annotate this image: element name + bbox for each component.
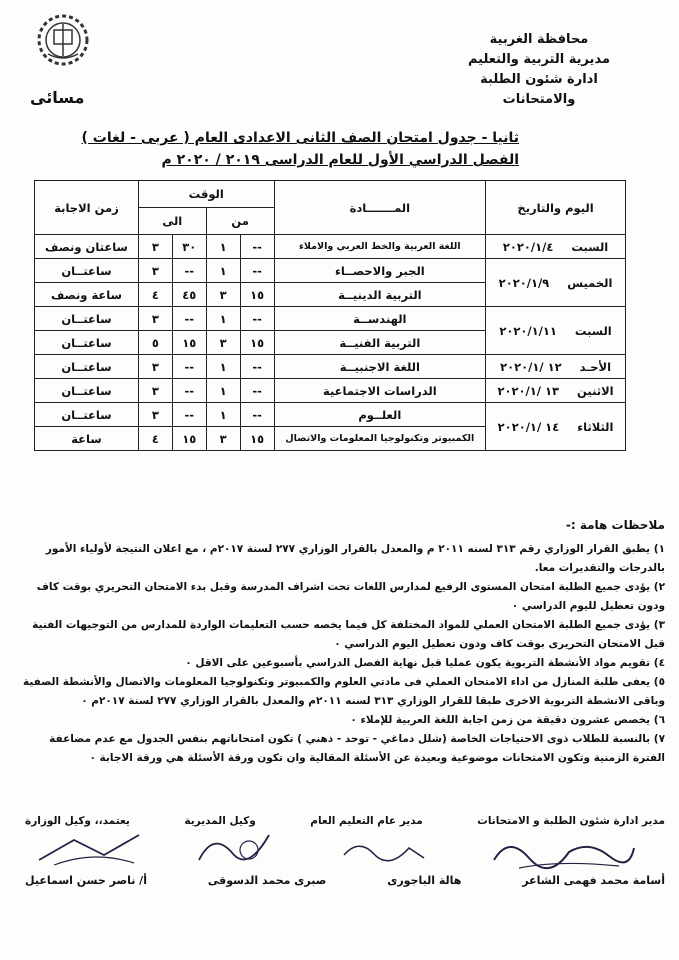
duration-cell: ساعتان ونصف: [35, 235, 139, 259]
day-date-cell: [486, 355, 626, 379]
subject-cell: التربية الدينيــة: [274, 283, 486, 307]
table-row: [35, 307, 626, 331]
duration-cell: ساعتــان: [35, 355, 139, 379]
date-label: ١٢ /٢٠٢٠/١: [500, 359, 562, 374]
to-minute-cell: --: [172, 379, 206, 403]
duration-cell: ساعة: [35, 427, 139, 451]
duration-cell: ساعتــان: [35, 379, 139, 403]
day-label: السبت: [571, 239, 609, 254]
subject-cell: اللغة الاجنبيــة: [274, 355, 486, 379]
from-minute-cell: --: [240, 307, 274, 331]
signature-scribble: [189, 820, 279, 875]
to-hour-cell: ٣: [138, 235, 172, 259]
signature-scribble: [339, 830, 429, 870]
header-block: [459, 30, 619, 110]
header-duration: زمن الاجابة: [35, 181, 139, 235]
signature-name: أ/ ناصر حسن اسماعيل: [25, 874, 147, 887]
directorate-label: مديرية التربية والتعليم: [467, 52, 611, 67]
date-label: ١٤ /٢٠٢٠/١: [497, 419, 560, 434]
exam-schedule-table: [34, 180, 626, 451]
from-minute-cell: ١٥: [240, 331, 274, 355]
to-hour-cell: ٣: [138, 355, 172, 379]
header-subject: المـــــــادة: [274, 181, 486, 235]
period-label: مسائى: [30, 88, 85, 107]
signature-name: صبرى محمد الدسوقى: [207, 874, 327, 887]
header-time: الوقت: [138, 181, 274, 208]
signature-name: أسامة محمد فهمى الشاعر: [522, 874, 665, 887]
from-hour-cell: ٣: [206, 427, 240, 451]
to-hour-cell: ٣: [138, 307, 172, 331]
day-date-cell: [486, 403, 626, 451]
duration-cell: ساعتــان: [35, 307, 139, 331]
note-item: ٤) تقويم مواد الأنشطة التربوية يكون عمليا قبل نهاية الفصل الدراسي بأسبوعين على الاقل ٠: [185, 657, 665, 669]
to-minute-cell: --: [172, 403, 206, 427]
to-minute-cell: ١٥: [172, 427, 206, 451]
from-hour-cell: ١: [206, 403, 240, 427]
from-hour-cell: ١: [206, 307, 240, 331]
duration-cell: ساعة ونصف: [35, 283, 139, 307]
signature-title: مدير ادارة شئون الطلبة و الامتحانات: [477, 815, 665, 827]
table-row: [35, 235, 626, 259]
day-label: الأحـد: [579, 359, 612, 374]
to-minute-cell: --: [172, 307, 206, 331]
table-row: [35, 379, 626, 403]
duration-cell: ساعتــان: [35, 403, 139, 427]
day-label: الاثنين: [577, 383, 614, 398]
day-date-cell: [486, 307, 626, 355]
to-minute-cell: --: [172, 259, 206, 283]
duration-cell: ساعتــان: [35, 259, 139, 283]
signature-title: يعتمد،، وكيل الوزارة: [25, 815, 130, 827]
to-hour-cell: ٣: [138, 403, 172, 427]
signature-name: هالة الباجورى: [387, 874, 462, 887]
date-label: ٢٠٢٠/١/١١: [499, 323, 557, 338]
note-item: ٧) بالنسبة للطلاب ذوى الاحتياجات الخاصة (شلل دماغي - توحد - ذهني ) تكون امتحاناتهم بنفس الجدول مع عدم مضاعفة الفترة الزمنية وتكون الامتحانات موضوعية وبعيدة عن الأسئلة المقالية وان تكون ورقة الأسئلة هي ورقة الاجابة ٠: [49, 733, 665, 764]
date-label: ٢٠٢٠/١/٤: [502, 239, 554, 254]
subject-cell: الجبر والاحصــاء: [274, 259, 486, 283]
to-hour-cell: ٤: [138, 283, 172, 307]
header-from: من: [206, 208, 274, 235]
to-minute-cell: ١٥: [172, 331, 206, 355]
day-label: الثلاثاء: [577, 419, 614, 434]
duration-cell: ساعتــان: [35, 331, 139, 355]
from-hour-cell: ١: [206, 259, 240, 283]
subject-cell: الهندســة: [274, 307, 486, 331]
ministry-logo-icon: [28, 10, 98, 70]
from-minute-cell: --: [240, 403, 274, 427]
from-hour-cell: ٣: [206, 283, 240, 307]
from-hour-cell: ١: [206, 235, 240, 259]
signature-title: مدير عام التعليم العام: [310, 815, 423, 827]
date-label: ١٣ /٢٠٢٠/١: [497, 383, 560, 398]
to-hour-cell: ٣: [138, 379, 172, 403]
note-item: ٣) يؤدى جميع الطلبة الامتحان العملي للمواد المختلفة كل فيما يخصه حسب التعليمات الواردة للمدارس من التوجيهات الفنية قبل الامتحان التحريرى بوقت كاف ودون تعطيل اليوم الدراسي ٠: [32, 619, 665, 650]
header-day-date: اليوم والتاريخ: [486, 181, 626, 235]
table-row: [35, 259, 626, 283]
signature-scribble: [34, 825, 144, 870]
table-row: [35, 355, 626, 379]
notes-list: [17, 540, 665, 768]
schedule-title: ثانيا - جدول امتحان الصف الثانى الاعدادى العام ( عربى - لغات ): [81, 130, 519, 146]
to-minute-cell: ٣٠: [172, 235, 206, 259]
header-to: الى: [138, 208, 206, 235]
signature-title: وكيل المديرية: [184, 815, 256, 827]
day-date-cell: [486, 259, 626, 307]
notes-title: ملاحظات هامة :-: [565, 518, 665, 532]
department-label: ادارة شئون الطلبة والامتحانات: [480, 72, 598, 107]
to-minute-cell: --: [172, 355, 206, 379]
signature-scribble: [489, 830, 639, 875]
from-hour-cell: ١: [206, 355, 240, 379]
note-item: ١) يطبق القرار الوزاري رقم ٣١٣ لسنه ٢٠١١ م والمعدل بالقرار الوزاري ٢٧٧ لسنة ٢٠١٧م ، مع اعلان النتيجة لأولياء الأمور بالدرجات والتقديرات معا.: [45, 543, 665, 574]
to-minute-cell: ٤٥: [172, 283, 206, 307]
from-minute-cell: ١٥: [240, 427, 274, 451]
day-label: السبت: [574, 323, 612, 338]
from-minute-cell: --: [240, 259, 274, 283]
subject-cell: الدراسات الاجتماعية: [274, 379, 486, 403]
note-item: ٦) يخصص عشرون دقيقة من زمن اجابة اللغة العربية للإملاء ٠: [350, 714, 665, 726]
governorate-label: محافظة الغربية: [489, 32, 589, 47]
from-hour-cell: ١: [206, 379, 240, 403]
day-date-cell: [486, 379, 626, 403]
from-minute-cell: ١٥: [240, 283, 274, 307]
day-label: الخميس: [567, 275, 613, 290]
note-item: ٥) يعفى طلبة المنازل من اداء الامتحان العملي فى مادتي العلوم والكمبيوتر وتكنولوجيا المعلومات والاتصال والأنشطة الصفية وباقى الانشطة التربوية الاخرى طبقا للقرار الوزاري ٣١٣ لسنه ٢٠١١م والمعدل بالقرار الوزاري ٢٧٧ لسنة ٢٠١٧م ٠: [22, 676, 665, 707]
schedule-subtitle: الفصل الدراسي الأول للعام الدراسى ٢٠١٩ / ٢٠٢٠ م: [161, 152, 519, 168]
from-minute-cell: --: [240, 355, 274, 379]
note-item: ٢) يؤدى جميع الطلبة امتحان المستوى الرفيع لمدارس اللغات تحت اشراف المدرسة وقبل بدء الامتحان التحريري بوقت كاف ودون تعطيل لليوم الدراسي ٠: [36, 581, 665, 612]
subject-cell: الكمبيوتر وتكنولوجيا المعلومات والاتصال: [274, 427, 486, 451]
to-hour-cell: ٤: [138, 427, 172, 451]
from-minute-cell: --: [240, 379, 274, 403]
day-date-cell: [486, 235, 626, 259]
to-hour-cell: ٥: [138, 331, 172, 355]
subject-cell: التربية الفنيــة: [274, 331, 486, 355]
subject-cell: العلــوم: [274, 403, 486, 427]
table-row: [35, 403, 626, 427]
from-minute-cell: --: [240, 235, 274, 259]
signature-names: [25, 874, 665, 887]
from-hour-cell: ٣: [206, 331, 240, 355]
date-label: ٢٠٢٠/١/٩: [498, 275, 550, 290]
subject-cell: اللغة العربية والخط العربي والاملاء: [274, 235, 486, 259]
to-hour-cell: ٣: [138, 259, 172, 283]
